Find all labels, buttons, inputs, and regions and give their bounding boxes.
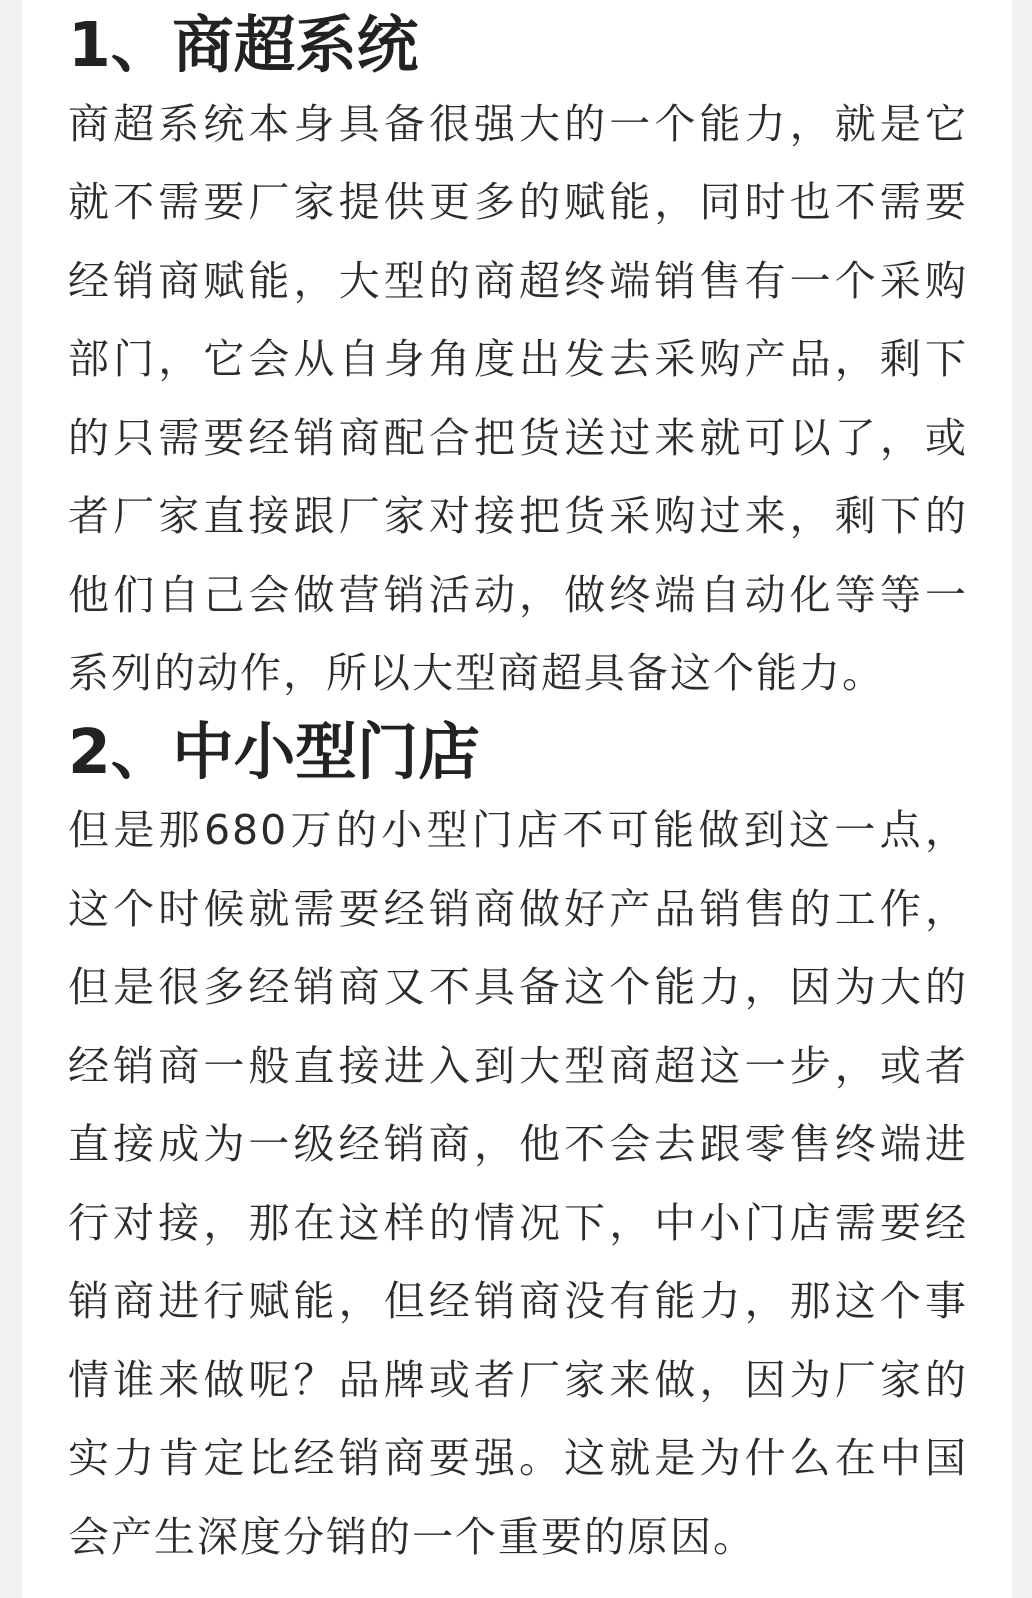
article-content [68, 6, 968, 1576]
section-heading-1: 1、商超系统 [68, 9, 419, 81]
section-heading-2: 2、中小型门店 [68, 715, 480, 788]
section-paragraph-1: 商超系统本身具备很强大的一个能力，就是它就不需要厂家提供更多的赋能，同时也不需要经销商赋能，大型的商超终端销售有一个采购部门，它会从自身角度出发去采购产品，剩下的只需要经销商配合把货送过来就可以了，或者厂家直接跟厂家对接把货采购过来，剩下的他们自己会做营销活动，做终端自动化等等一系列的动作，所以大型商超具备这个能力。 [68, 99, 968, 697]
section-paragraph-2: 但是那680万的小型门店不可能做到这一点，这个时候就需要经销商做好产品销售的工作，但是很多经销商又不具备这个能力，因为大的经销商一般直接进入到大型商超这一步，或者直接成为一级经销商，他不会去跟零售终端进行对接，那在这样的情况下，中小门店需要经销商进行赋能，但经销商没有能力，那这个事情谁来做呢？品牌或者厂家来做，因为厂家的实力肯定比经销商要强。这就是为什么在中国会产生深度分销的一个重要的原因。 [68, 806, 968, 1561]
article-page [22, 0, 1012, 1598]
